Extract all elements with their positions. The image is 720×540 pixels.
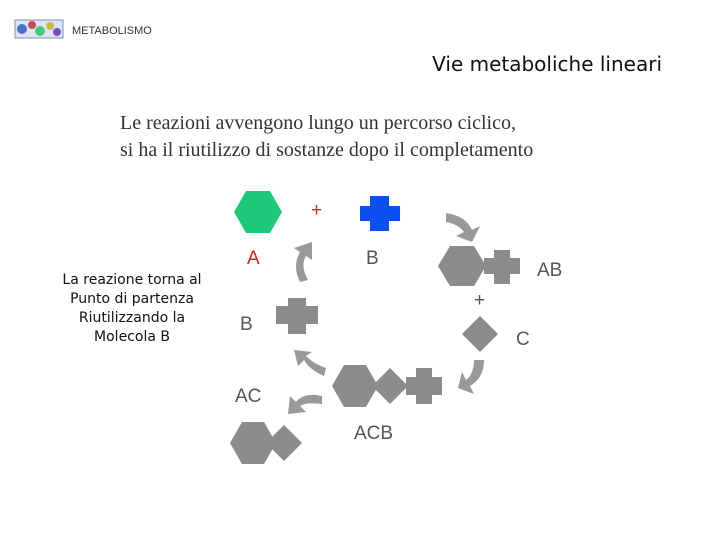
- label-a: A: [247, 248, 260, 269]
- molecule-acb-diamond: [372, 368, 408, 404]
- molecule-ab-cross: [484, 250, 520, 284]
- molecule-c-diamond: [462, 316, 498, 352]
- arrow-acb-to-ac-icon: [288, 395, 322, 414]
- arrow-c-to-acb-icon: [458, 360, 484, 394]
- label-b-top: B: [366, 248, 379, 269]
- page-title: Vie metaboliche lineari: [432, 52, 662, 76]
- label-b-left: B: [240, 314, 253, 335]
- molecule-ac-diamond: [266, 425, 302, 461]
- arrow-b-to-a-icon: [294, 242, 312, 282]
- header-label: METABOLISMO: [72, 25, 152, 37]
- arrow-ac-to-b-icon: [294, 350, 326, 376]
- molecule-a-hexagon: [234, 191, 282, 233]
- label-acb: ACB: [354, 423, 394, 444]
- plus-top-label: +: [311, 200, 323, 221]
- plus-right-label: +: [474, 290, 486, 311]
- molecule-acb-hexagon: [332, 365, 378, 407]
- subtitle: Le reazioni avvengono lungo un percorso ciclico, si ha il riutilizzo di sostanze dopo il completamento: [120, 112, 534, 161]
- molecule-b-gray-cross: [276, 298, 318, 334]
- side-note: La reazione torna al Punto di partenza Riutilizzando la Molecola B: [62, 272, 202, 345]
- molecule-b-cross: [360, 196, 400, 231]
- label-c: C: [516, 329, 530, 350]
- molecule-ab-hexagon: [438, 246, 486, 286]
- molecule-acb-cross: [406, 368, 442, 404]
- label-ab: AB: [537, 260, 563, 281]
- arrow-b-to-ab-icon: [446, 213, 480, 242]
- label-ac: AC: [235, 386, 262, 407]
